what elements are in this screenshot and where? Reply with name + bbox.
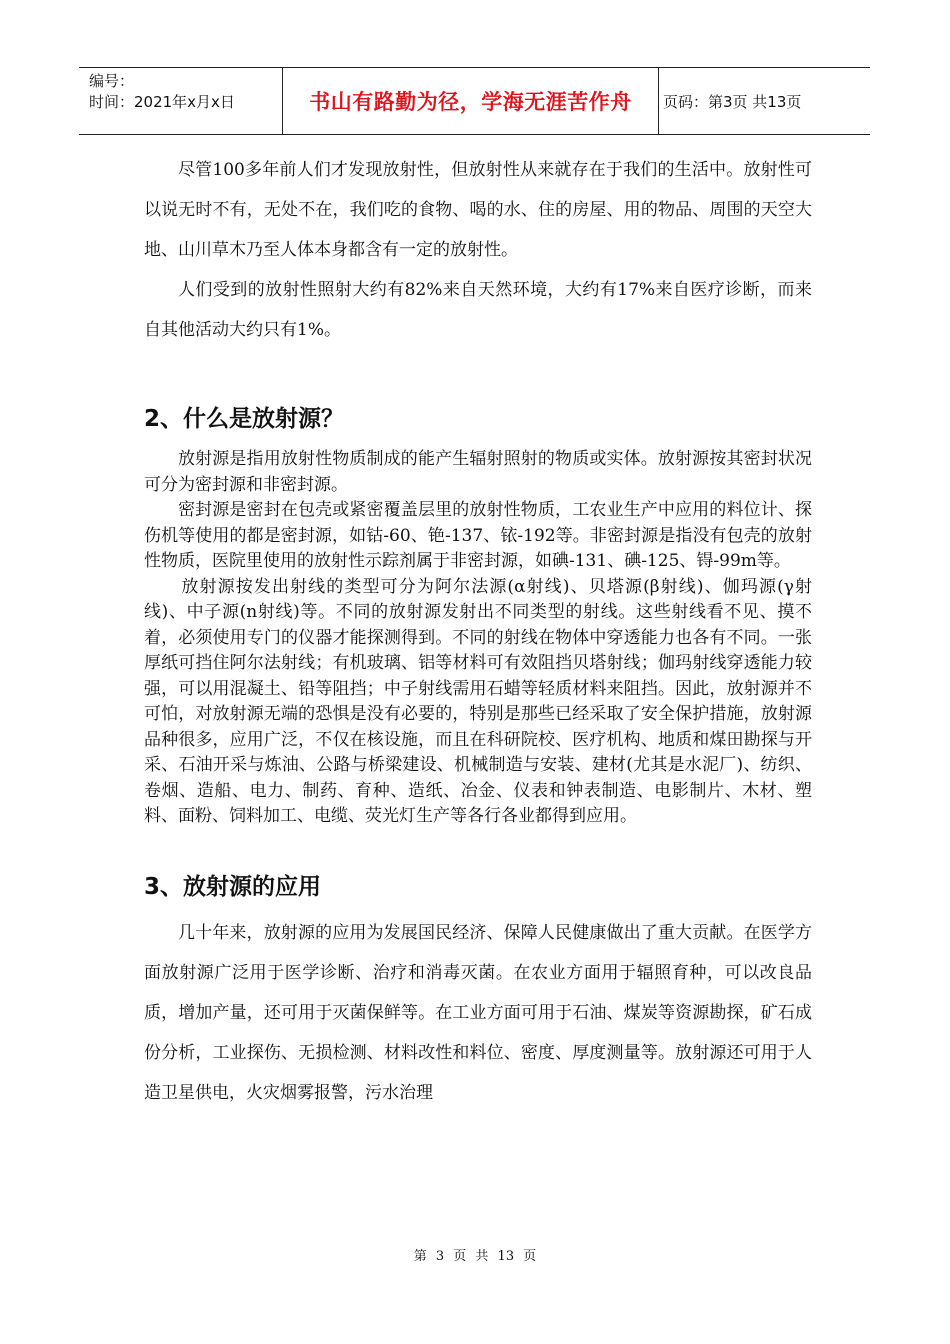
section-3-heading: 3、放射源的应用 [144, 873, 322, 900]
section-2-paragraph-1: 放射源是指用放射性物质制成的能产生辐射照射的物质或实体。放射源按其密封状况可分为密封源和非密封源。 [144, 449, 812, 495]
header-motto: 书山有路勤为径，学海无涯苦作舟 [283, 68, 659, 134]
section-2-heading: 2、什么是放射源？ [144, 406, 345, 432]
document-body [144, 150, 812, 1113]
header-page-info: 页码：第3页 共13页 [663, 92, 802, 111]
page-footer: 第 3 页 共 13 页 [413, 1249, 537, 1264]
section-2-paragraph-2: 密封源是密封在包壳或紧密覆盖层里的放射性物质，工农业生产中应用的料位计、探伤机等使用的都是密封源，如钴-60、铯-137、铱-192等。非密封源是指没有包壳的放射性物质，医院里使用的放射性示踪剂属于非密封源，如碘-131、碘-125、锝-99m等。 [144, 500, 812, 571]
header-meta [79, 68, 283, 134]
section-2-paragraph-3: 放射源按发出射线的类型可分为阿尔法源(α射线)、贝塔源(β射线)、伽玛源(γ射线)、中子源(n射线)等。不同的放射源发射出不同类型的射线。这些射线看不见、摸不着，必须使用专门的仪器才能探测得到。不同的射线在物体中穿透能力也各有不同。一张厚纸可挡住阿尔法射线；有机玻璃、铝等材料可有效阻挡贝塔射线；伽玛射线穿透能力较强，可以用混凝土、铅等阻挡；中子射线需用石蜡等轻质材料来阻挡。因此，放射源并不可怕，对放射源无端的恐惧是没有必要的，特别是那些已经采取了安全保护措施，放射源品种很多，应用广泛，不仅在核设施，而且在科研院校、医疗机构、地质和煤田勘探与开采、石油开采与炼油、公路与桥梁建设、机械制造与安装、建材(尤其是水泥厂)、纺织、卷烟、造船、电力、制药、育种、造纸、冶金、仪表和钟表制造、电影制片、木材、塑料、面粉、饲料加工、电缆、荧光灯生产等各行各业都得到应用。 [144, 576, 812, 826]
document-date: 时间：2021年x月x日 [89, 93, 235, 111]
intro-paragraph-1: 尽管100多年前人们才发现放射性，但放射性从来就存在于我们的生活中。放射性可以说无时不有，无处不在，我们吃的食物、喝的水、住的房屋、用的物品、周围的天空大地、山川草木乃至人体本身都含有一定的放射性。 [144, 160, 812, 260]
section-3-paragraph-1: 几十年来，放射源的应用为发展国民经济、保障人民健康做出了重大贡献。在医学方面放射源广泛用于医学诊断、治疗和消毒灭菌。在农业方面用于辐照育种，可以改良品质，增加产量，还可用于灭菌保鲜等。在工业方面可用于石油、煤炭等资源勘探，矿石成份分析，工业探伤、无损检测、材料改性和料位、密度、厚度测量等。放射源还可用于人造卫星供电，火灾烟雾报警，污水治理 [144, 922, 812, 1103]
intro-paragraph-2: 人们受到的放射性照射大约有82%来自天然环境，大约有17%来自医疗诊断，而来自其他活动大约只有1%。 [144, 280, 812, 340]
document-number-label: 编号： [89, 72, 135, 90]
page-header [79, 67, 870, 135]
